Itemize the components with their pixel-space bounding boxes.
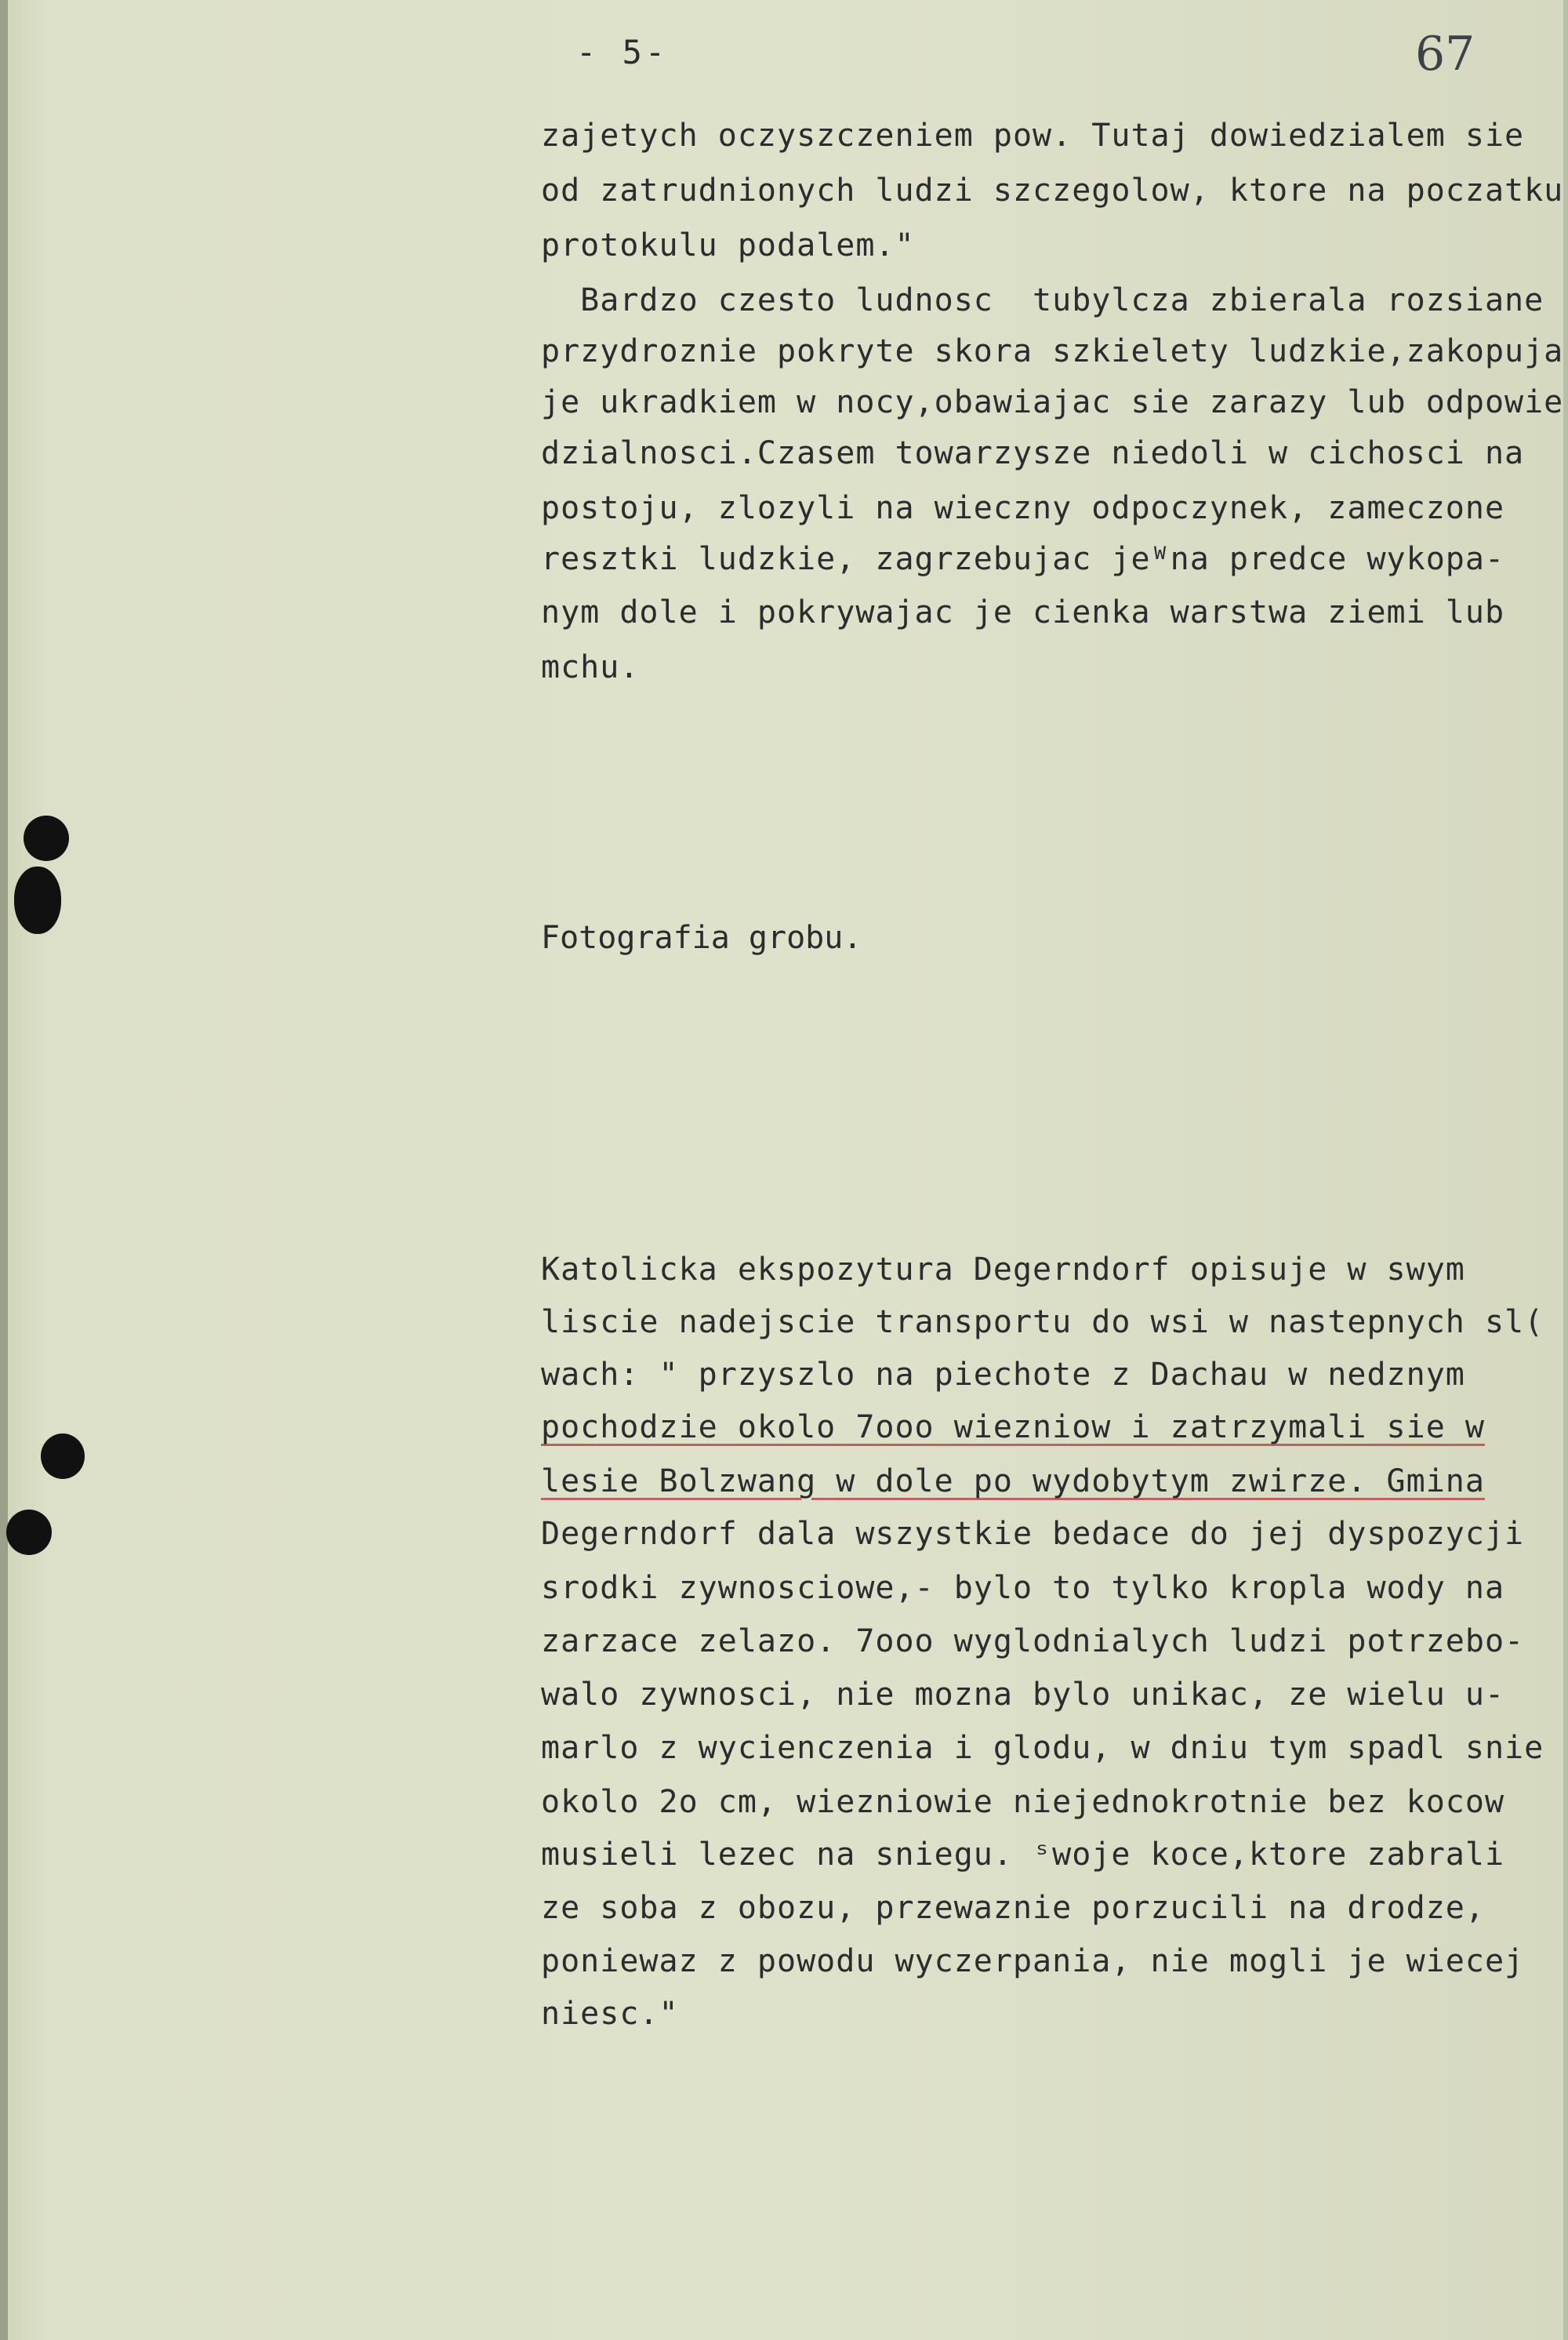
folio-number: 67 <box>1415 27 1475 82</box>
text-line: protokulu podalem." <box>541 227 915 263</box>
punch-hole-2 <box>14 867 61 934</box>
text-line: Bardzo czesto ludnosc tubylcza zbierala rozsiane <box>541 282 1544 318</box>
punch-hole-3 <box>41 1433 85 1479</box>
text-line: marlo z wycienczenia i glodu, w dniu tym spadl snie <box>541 1730 1544 1766</box>
page-left-edge <box>0 0 8 2340</box>
text-line: Katolicka ekspozytura Degerndorf opisuje w swym <box>541 1252 1465 1288</box>
text-line: nym dole i pokrywajac je cienka warstwa ziemi lub <box>541 594 1505 630</box>
text-line: srodki zywnosciowe,- bylo to tylko kropla wody na <box>541 1570 1505 1606</box>
text-line: niesc." <box>541 1996 679 2032</box>
text-line-underlined: pochodzie okolo 7ooo wiezniow i zatrzymali sie w <box>541 1409 1485 1445</box>
page-number: - 5- <box>576 33 669 71</box>
text-line: postoju, zlozyli na wieczny odpoczynek, zameczone <box>541 490 1505 526</box>
punch-hole-4 <box>6 1510 52 1555</box>
punch-hole-1 <box>24 816 69 861</box>
text-line: okolo 2o cm, wiezniowie niejednokrotnie bez kocow <box>541 1784 1505 1820</box>
text-line: walo zywnosci, nie mozna bylo unikac, ze wielu u- <box>541 1677 1505 1713</box>
text-line: liscie nadejscie transportu do wsi w nastepnych sl( <box>541 1304 1544 1340</box>
text-line: ze soba z obozu, przewaznie porzucili na drodze, <box>541 1890 1485 1926</box>
text-line: Degerndorf dala wszystkie bedace do jej dyspozycji <box>541 1516 1525 1552</box>
text-line: poniewaz z powodu wyczerpania, nie mogli je wiecej <box>541 1943 1525 1979</box>
text-line: resztki ludzkie, zagrzebujac jeᵂna predce wykopa- <box>541 541 1505 577</box>
photo-caption: Fotografia grobu. <box>541 920 862 956</box>
text-line: mchu. <box>541 649 640 685</box>
text-line: zajetych oczyszczeniem pow. Tutaj dowiedzialem sie <box>541 118 1525 154</box>
text-line: od zatrudnionych ludzi szczegolow, ktore na poczatku <box>541 173 1564 209</box>
text-line: zarzace zelazo. 7ooo wyglodnialych ludzi potrzebo- <box>541 1623 1525 1659</box>
text-line: je ukradkiem w nocy,obawiajac sie zarazy lub odpowie <box>541 384 1564 420</box>
text-line: musieli lezec na sniegu. ˢwoje koce,ktore zabrali <box>541 1837 1505 1873</box>
text-line-underlined: lesie Bolzwang w dole po wydobytym zwirze. Gmina <box>541 1463 1485 1499</box>
text-line: wach: " przyszlo na piechote z Dachau w nedznym <box>541 1357 1465 1393</box>
text-line: dzialnosci.Czasem towarzysze niedoli w cichosci na <box>541 435 1525 471</box>
text-line: przydroznie pokryte skora szkielety ludzkie,zakopuja <box>541 333 1564 369</box>
page-right-edge <box>1563 0 1568 2340</box>
